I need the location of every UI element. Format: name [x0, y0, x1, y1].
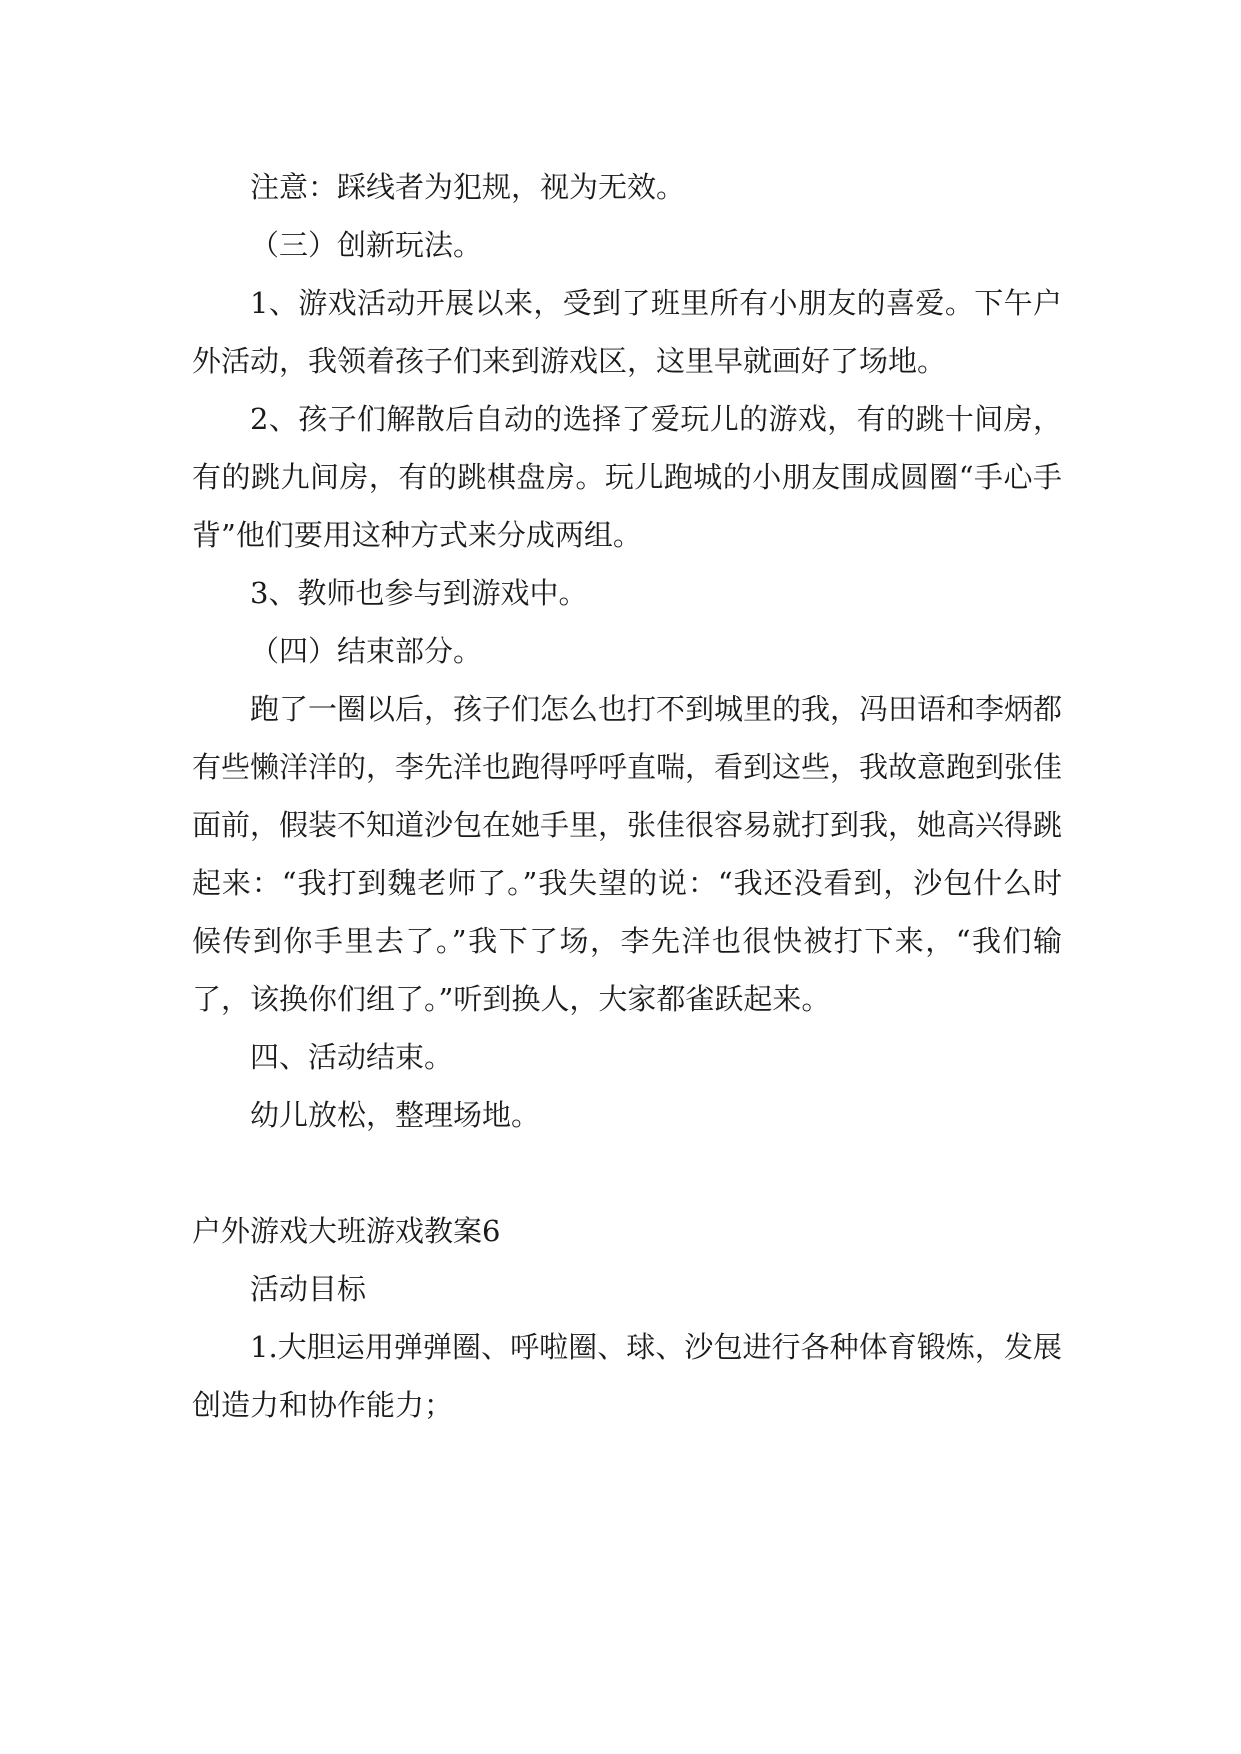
- paragraph: 跑了一圈以后，孩子们怎么也打不到城里的我，冯田语和李炳都有些懒洋洋的，李先洋也跑得呼呼直喘，看到这些，我故意跑到张佳面前，假装不知道沙包在她手里，张佳很容易就打到我，她高兴得跳起来：“我打到魏老师了。”我失望的说：“我还没看到，沙包什么时候传到你手里去了。”我下了场，李先洋也很快被打下来，“我们输了，该换你们组了。”听到换人，大家都雀跃起来。: [192, 692, 1063, 1016]
- paragraph: 3、教师也参与到游戏中。: [250, 576, 588, 610]
- paragraph: 幼儿放松，整理场地。: [250, 1098, 541, 1132]
- document-page: [192, 158, 1062, 1434]
- paragraph: 1.大胆运用弹弹圈、呼啦圈、球、沙包进行各种体育锻炼，发展创造力和协作能力；: [192, 1330, 1062, 1422]
- paragraph: 2、孩子们解散后自动的选择了爱玩儿的游戏，有的跳十间房，有的跳九间房，有的跳棋盘房。玩儿跑城的小朋友围成圆圈“手心手背”他们要用这种方式来分成两组。: [192, 402, 1062, 552]
- blank-line: [192, 1144, 1062, 1202]
- paragraph: 四、活动结束。: [250, 1040, 454, 1074]
- paragraph: 1、游戏活动开展以来，受到了班里所有小朋友的喜爱。下午户外活动，我领着孩子们来到游戏区，这里早就画好了场地。: [192, 286, 1062, 378]
- section-title: 户外游戏大班游戏教案6: [192, 1214, 501, 1248]
- paragraph: 活动目标: [250, 1272, 367, 1306]
- paragraph: （四）结束部分。: [250, 634, 483, 668]
- paragraph: （三）创新玩法。: [250, 228, 483, 262]
- paragraph: 注意：踩线者为犯规，视为无效。: [250, 170, 686, 204]
